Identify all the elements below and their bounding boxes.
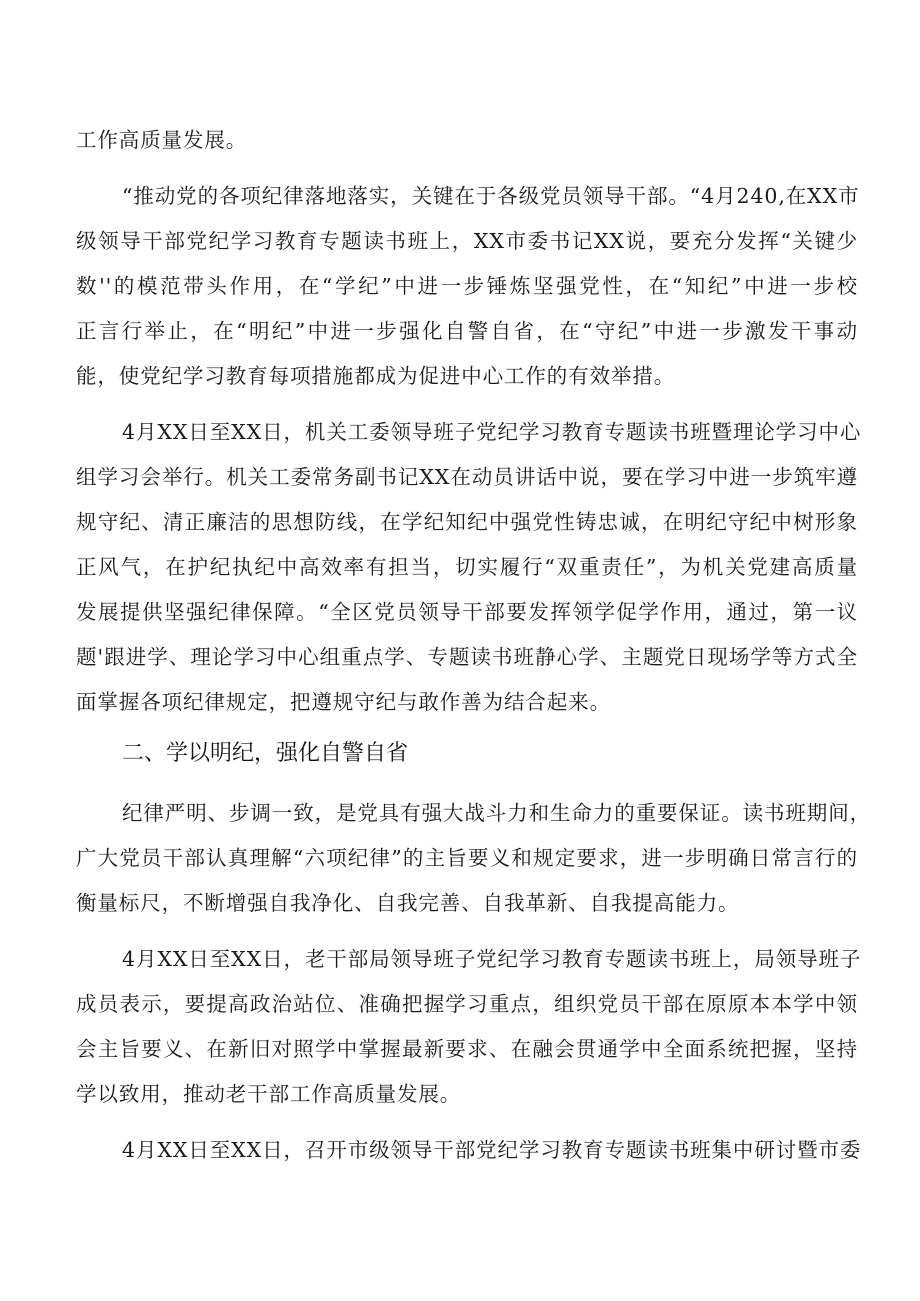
text-line: 级领导干部党纪学习教育专题读书班上，XX市委书记XX说，要充分发挥“关键少 bbox=[76, 229, 858, 253]
text-line: 组学习会举行。机关工委常务副书记XX在动员讲话中说，要在学习中进一步筑牢遵 bbox=[76, 465, 858, 489]
text-line: 学以致用，推动老干部工作高质量发展。 bbox=[76, 1082, 462, 1106]
section-heading: 二、学以明纪，强化自警自省 bbox=[122, 741, 409, 766]
text-line: 4月XX日至XX日，老干部局领导班子党纪学习教育专题读书班上，局领导班子 bbox=[122, 947, 862, 971]
text-line: 会主旨要义、在新旧对照学中掌握最新要求、在融会贯通学中全面系统把握，坚持 bbox=[76, 1037, 858, 1061]
text-line: 能，使党纪学习教育每项措施都成为促进中心工作的有效举措。 bbox=[76, 364, 676, 388]
text-line: 纪律严明、步调一致，是党具有强大战斗力和生命力的重要保证。读书班期间， bbox=[122, 801, 871, 825]
text-line: 广大党员干部认真理解“六项纪律”的主旨要义和规定要求，进一步明确日常言行的 bbox=[76, 846, 858, 870]
text-line: 成员表示，要提高政治站位、准确把握学习重点，组织党员干部在原原本本学中领 bbox=[76, 992, 858, 1016]
text-line: 面掌握各项纪律规定，把遵规守纪与敢作善为结合起来。 bbox=[76, 690, 611, 714]
text-line: 规守纪、清正廉洁的思想防线，在学纪知纪中强党性铸忠诚，在明纪守纪中树形象 bbox=[76, 510, 858, 534]
text-line: 题'跟进学、理论学习中心组重点学、专题读书班静心学、主题党日现场学等方式全 bbox=[76, 645, 858, 669]
text-line: 数''的模范带头作用，在“学纪”中进一步锤炼坚强党性，在“知纪”中进一步校 bbox=[76, 274, 858, 298]
text-line: 发展提供坚强纪律保障。“全区党员领导干部要发挥领学促学作用，通过，第一议 bbox=[76, 600, 858, 624]
text-line: 正风气，在护纪执纪中高效率有担当，切实履行“双重责任”，为机关党建高质量 bbox=[76, 555, 858, 579]
text-line: 衡量标尺，不断增强自我净化、自我完善、自我革新、自我提高能力。 bbox=[76, 891, 740, 915]
text-line: 工作高质量发展。 bbox=[76, 128, 248, 152]
text-line: 4月XX日至XX日，召开市级领导干部党纪学习教育专题读书班集中研讨暨市委 bbox=[122, 1138, 862, 1162]
text-line: “推动党的各项纪律落地落实，关键在于各级党员领导干部。“4月240,在XX市 bbox=[122, 184, 860, 208]
text-line: 4月XX日至XX日，机关工委领导班子党纪学习教育专题读书班暨理论学习中心 bbox=[122, 420, 862, 444]
text-line: 正言行举止，在“明纪”中进一步强化自警自省，在“守纪”中进一步激发干事动 bbox=[76, 319, 858, 343]
